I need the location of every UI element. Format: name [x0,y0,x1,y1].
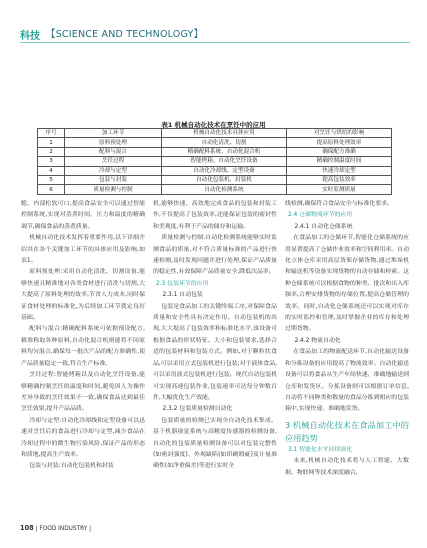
table-row [38,175,392,184]
paragraph: 原料预处理:采用自动化清洗、切割设备,能够快速且精准地对各类食材进行清洗与切割,大大提高了原料处理的效率,节省人力成本,同时保证食材处理的标准化,为后续加工环节奠定良好基础。 [21,269,145,322]
paragraph: 脆、内部松软可口,提高食品安全可以通过智能控制系统,实现对蒸煮时间、压力和温度的精确调节,确保食品的蒸煮质量。 [21,201,145,230]
column-header: 对烹饪与烘焙的影响 [287,129,392,138]
table-cell: 质量检测与控制 [65,185,162,194]
subsubsection-heading: 2.4.2 物流自动化 [294,337,341,344]
table-row [38,157,392,166]
table-header-row [38,129,392,138]
subsection-heading: 2.3 包装环节的应用 [155,280,209,287]
table-cell: 包装与封装 [65,175,162,184]
paragraph: 配料与混合:精确配料系统可依据预设配方,精准称取各种原料,自动化混合机则能将不同原料均匀混合,确保每一批次产品的配方准确性,使产品质量稳定一致,符合生产标准。 [21,326,145,367]
column-header: 机械自动化技术具体应用 [162,129,287,138]
table-cell: 3 [38,157,65,166]
paragraph: 烹饪过程:智能烤箱以及自动化烹饪设备,能够精确控制烹饪的温度和时间,避免因人为操作差异导致的烹饪效果不一致,确保食品达到最佳烹饪效果,提升产品品质。 [21,372,145,413]
subsubsection-heading: 2.4.1 自动化仓储系统 [294,223,353,230]
paragraph: 线检测,确保符合食品安全与标准化要求。 [285,201,393,207]
subsubsection-heading: 2.3.1 自动包装 [162,292,203,299]
table-cell: 2 [38,147,65,156]
page-number: 108 [20,524,34,532]
table-cell: 5 [38,175,65,184]
table-cell: 确保配方准确 [287,147,392,156]
journal-name: | FOOD INDUSTRY | [35,526,92,532]
table-cell: 快速冷却定型 [287,166,392,175]
table-cell: 精确配料系统、自动化混合机 [162,147,287,156]
page-header [20,24,410,42]
table-cell: 原料预处理 [65,138,162,147]
subsection-heading: 2.4 仓储物流环节的应用 [287,212,353,219]
table-cell: 提高包装效率 [287,175,392,184]
paragraph: 包装质量的检测已实现全自动化技术集成。基于机器视觉系统与高精度传感器的检测设备,自动化的包装质量检测设备可以对包装完整性(如密封强度)、外观缺陷(如印刷瑕疵)及计量准确性(如净重偏差)等进行实时全 [153,417,277,470]
page-footer [20,524,91,532]
table-cell: 4 [38,166,65,175]
text-column-2 [153,199,277,473]
table-cell: 精确控制温度时间 [287,157,392,166]
section-heading: 3 机械自动化技术在食品加工中的应用趋势 [285,419,409,443]
paragraph: 质量检测与控制:自动化检测系统能够实时监测食品的质量,对不符合质量标准的产品进行快速检测,及时发现问题并进行处理,保证产品质量的稳定性,有效保障产品质量安全,降低次品率。 [153,235,277,276]
table-cell: 自动化冷却线、定型设备 [162,166,287,175]
table-row [38,185,392,194]
table-row [38,138,392,147]
text-column-1 [21,199,145,473]
subsection-heading: 3.1 智能化水平持续深化 [287,446,353,453]
table-cell: 烹饪过程 [65,157,162,166]
table-cell: 实时监测质量 [287,185,392,194]
table-cell: 配料与混合 [65,147,162,156]
subsubsection-heading: 2.3.2 包装质量检测自动化 [162,406,233,413]
paragraph: 在食品加工的仓储环节,智能化仓储系统的应用显著提高了仓储作业效率和空间利用率。自动化立体仓库采用高层货架存储货物,通过堆垛机和输送机等设备实现货物的自动存储和检索。这种仓储系统可以根据食物的种类、批次和出入库频率,合理安排货物的存储位置,提高仓储管理的效率。同时,自动化仓储系统还可以实现对库存的实时监控和管理,及时掌握企业的库存和处理过期货物。 [285,235,409,333]
text-column-3 [285,199,409,479]
table-cell: 1 [38,138,65,147]
paragraph: 机,能够快速、高效地完成食品的包装和封装工作,不仅提高了包装效率,还能保证包装的密封性和美观度,有利于产品的储存和运输。 [153,201,277,230]
paragraph: 未来,机械自动化技术将与人工智能、大数据、物联网等技术深度融合, [285,458,409,476]
table-cell: 6 [38,185,65,194]
table-cell: 提高原料处理效率 [287,138,392,147]
paragraph: 包装与封装:自动化包装机和封装 [29,463,114,470]
table-cell: 自动化清洗、切割 [162,138,287,147]
paragraph: 机械自动化技术发挥着重要作用,以下详细介绍其在各个关键加工环节的具体应用及影响,如表1。 [21,235,145,265]
data-table [37,128,392,195]
table-cell: 自动化检测系统 [162,185,287,194]
section-label-en: 【SCIENCE AND TECHNOLOGY】 [46,29,204,40]
paragraph: 包装是食品加工的关键终端工序,对保障食品质量和安全性具有决定作用。自动包装机的出现,大大提高了包装效率和标准化水平,该设备可根据食品的形状特征、大小和包装要求,选择合适的包装材料和包装方式。例如,对于颗粒状食品,可以采用立式包装机进行包装;对于液体食品,可以采用液式包装机进行包装。现代自动包装机可实现高速包装作业,包装速率可达每分钟数百件,大幅优化生产效能。 [153,303,277,401]
table-cell: 冷却与定型 [65,166,162,175]
table-cell: 智能烤箱、自动化烹饪设备 [162,157,287,166]
table-cell: 自动化包装机、封装机 [162,175,287,184]
section-label: 科技 [20,31,40,42]
column-header: 序号 [38,129,65,138]
header-divider [20,42,410,43]
paragraph: 冷却与定型:自动化冷却线和定型设备可以迅速对烹饪后的食品进行冷却与定型,减少食品在冷却过程中的微生物污染风险,保证产品的形态和质地,提高生产效率。 [21,417,145,458]
column-header: 加工环节 [65,129,162,138]
table-row [38,166,392,175]
table-title: 表1 机械自动化技术在烹饪中的应用 [161,121,266,129]
table-row [38,147,392,156]
paragraph: 在食品加工的物流配送环节,自动化输送设备和分拣设备的应用提高了物流效率。自动化输送设备可以将食品从生产车间快速、准确地输送到仓库和发货区。分拣设备则可以根据订单信息,自动将不同种类和数量的食品分拣到相应的包装箱中,实现快速、准确地发货。 [285,349,409,413]
